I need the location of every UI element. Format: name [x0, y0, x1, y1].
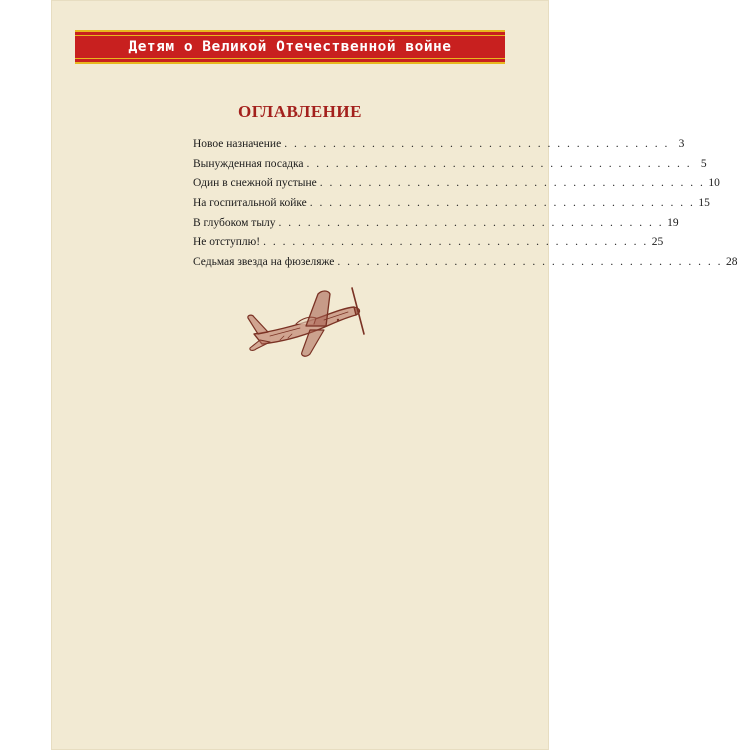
toc-entry-page: 19 [667, 216, 679, 229]
toc-dot-leader: . . . . . . . . . . . . . . . . . . . . . . . . . . . . . . . . . . . . . . . . [337, 256, 723, 269]
toc-entry-title: Один в снежной пустыне [193, 177, 317, 190]
toc-entry [193, 177, 720, 197]
toc-dot-leader: . . . . . . . . . . . . . . . . . . . . . . . . . . . . . . . . . . . . . . . . [284, 138, 670, 150]
toc-dot-leader: . . . . . . . . . . . . . . . . . . . . . . . . . . . . . . . . . . . . . . . . [309, 197, 695, 210]
toc-entry [193, 256, 738, 276]
toc-entry [193, 216, 679, 237]
toc-entry-title: Седьмая звезда на фюзеляже [193, 256, 335, 269]
toc-entry-page: 3 [678, 138, 685, 150]
toc-heading: ОГЛАВЛЕНИЕ [238, 102, 362, 121]
toc-entry-page: 25 [651, 236, 664, 249]
toc-entry-page: 15 [698, 197, 710, 210]
toc-entry-title: Не отступлю! [193, 236, 261, 249]
table-of-contents [193, 138, 738, 276]
toc-entry [193, 236, 664, 256]
toc-entry-title: В глубоком тылу [193, 216, 276, 229]
series-title: Детям о Великой Отечественной войне [128, 39, 452, 55]
toc-dot-leader: . . . . . . . . . . . . . . . . . . . . . . . . . . . . . . . . . . . . . . . . [306, 157, 692, 170]
toc-dot-leader: . . . . . . . . . . . . . . . . . . . . . . . . . . . . . . . . . . . . . . . . [319, 177, 705, 190]
fighter-plane-icon [240, 282, 370, 362]
toc-entry-page: 10 [708, 177, 720, 190]
toc-entry-title: Вынужденная посадка [193, 157, 304, 170]
toc-entry [193, 197, 710, 217]
toc-entry [193, 138, 685, 158]
toc-entry [193, 157, 707, 178]
series-banner [75, 30, 505, 64]
toc-entry-title: Новое назначение [193, 138, 282, 150]
toc-dot-leader: . . . . . . . . . . . . . . . . . . . . . . . . . . . . . . . . . . . . . . . . [263, 236, 649, 249]
toc-entry-title: На госпитальной койке [193, 197, 307, 210]
toc-entry-page: 28 [726, 256, 738, 269]
toc-dot-leader: . . . . . . . . . . . . . . . . . . . . . . . . . . . . . . . . . . . . . . . . [278, 216, 664, 229]
toc-entry-page: 5 [700, 157, 707, 170]
